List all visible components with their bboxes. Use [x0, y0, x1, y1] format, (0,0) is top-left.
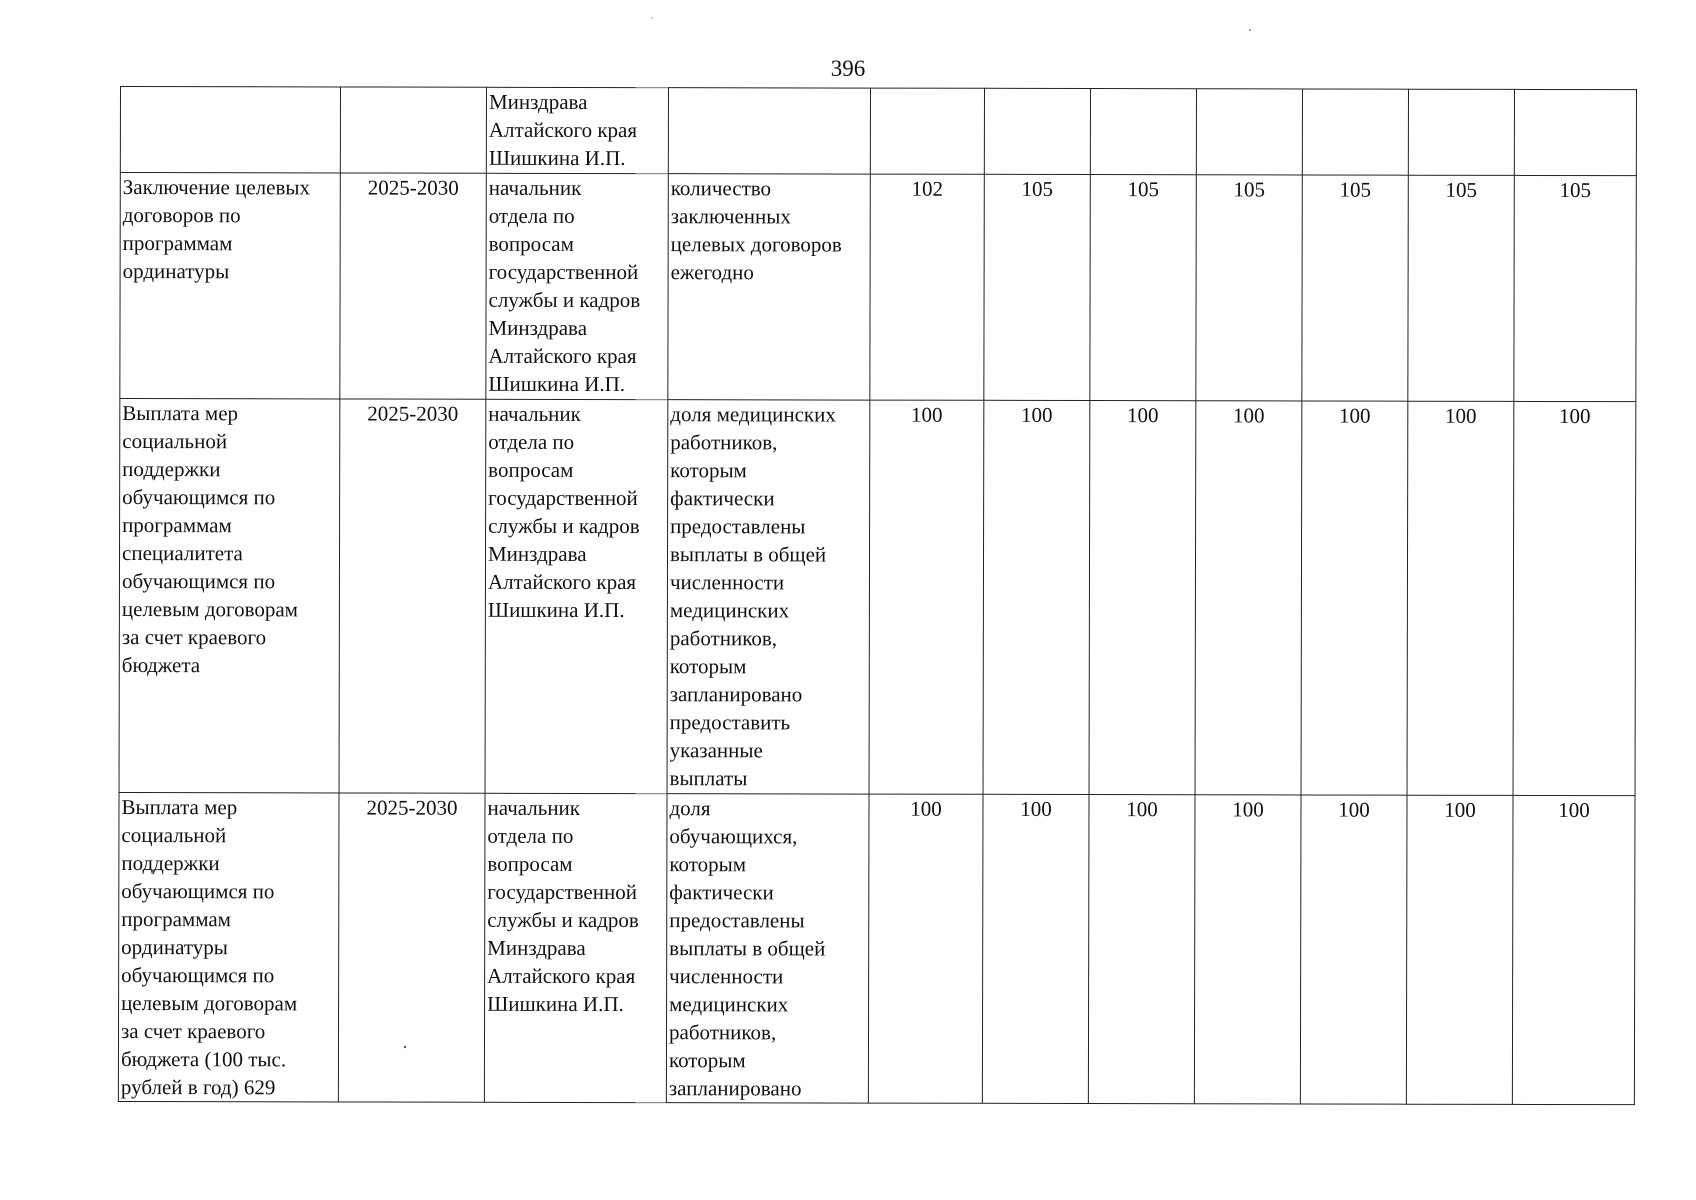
value-cell: 100 — [1300, 795, 1407, 1104]
value-cell: 100 — [868, 794, 983, 1103]
responsible-cell: начальник отдела по вопросам государственной службы и кадров Минздрава Алтайского края Шишкина И.П. — [484, 793, 667, 1102]
period-cell — [340, 87, 486, 173]
value-cell: 100 — [869, 400, 984, 794]
responsible-cell: начальник отдела по вопросам государственной службы и кадров Минздрава Алтайского края Шишкина И.П. — [485, 399, 668, 793]
value-cell — [1408, 89, 1514, 175]
responsible-cell: начальник отдела по вопросам государственной службы и кадров Минздрава Алтайского края Шишкина И.П. — [486, 173, 668, 399]
activity-cell: Выплата мер социальной поддержки обучающимся по программам специалитета обучающимся по целевым договорам за счет краевого бюджета — [119, 399, 340, 793]
activity-cell: Выплата мер социальной поддержки обучающимся по программам ординатуры обучающимся по целевым договорам за счет краевого бюджета (100 тыс. рублей в год) 629 — [118, 792, 339, 1101]
table-row — [119, 399, 1636, 796]
responsible-cell: Минздрава Алтайского края Шишкина И.П. — [486, 87, 668, 173]
value-cell — [1090, 89, 1196, 175]
value-cell: 100 — [1512, 795, 1635, 1104]
value-cell — [1302, 89, 1408, 175]
indicator-cell: доля медицинских работников, которым фактически предоставлены выплаты в общей численности медицинских работников, которым запланировано предоставить указанные выплаты — [667, 400, 870, 794]
value-cell: 100 — [1513, 401, 1636, 795]
value-cell: 105 — [1514, 175, 1636, 401]
value-cell: 105 — [1090, 175, 1196, 401]
value-cell: 102 — [870, 174, 984, 400]
indicator-cell — [668, 88, 870, 174]
value-cell: 100 — [1406, 795, 1513, 1104]
measures-table — [118, 86, 1637, 1105]
value-cell: 100 — [983, 400, 1090, 794]
value-cell: 105 — [984, 174, 1090, 400]
indicator-cell: количество заключенных целевых договоров ежегодно — [668, 174, 870, 400]
indicator-cell: доля обучающихся, которым фактически предоставлены выплаты в общей численности медицинских работников, которым запланировано — [666, 794, 869, 1103]
value-cell: 100 — [982, 794, 1089, 1103]
value-cell: 100 — [1301, 401, 1408, 795]
table-row — [120, 87, 1636, 176]
value-cell — [984, 88, 1090, 174]
value-cell: 105 — [1196, 175, 1302, 401]
value-cell — [1196, 89, 1302, 175]
period-cell: 2025-2030 — [340, 173, 486, 399]
scan-speck — [651, 17, 653, 19]
activity-cell — [120, 87, 340, 173]
table-row — [118, 792, 1635, 1104]
value-cell: 100 — [1407, 401, 1514, 795]
value-cell — [1514, 89, 1636, 175]
table-row — [120, 173, 1636, 402]
value-cell: 100 — [1088, 795, 1195, 1104]
value-cell — [870, 88, 984, 174]
activity-cell: Заключение целевых договоров по программам ординатуры — [120, 173, 340, 399]
value-cell: 100 — [1089, 401, 1196, 795]
value-cell: 105 — [1408, 175, 1514, 401]
value-cell: 105 — [1302, 175, 1408, 401]
period-cell: 2025-2030 — [339, 399, 486, 793]
value-cell: 100 — [1194, 795, 1301, 1104]
page-number: 396 — [830, 56, 866, 81]
value-cell: 100 — [1195, 401, 1302, 795]
period-cell: 2025-2030 — [338, 793, 485, 1102]
scan-speck — [1249, 29, 1251, 31]
